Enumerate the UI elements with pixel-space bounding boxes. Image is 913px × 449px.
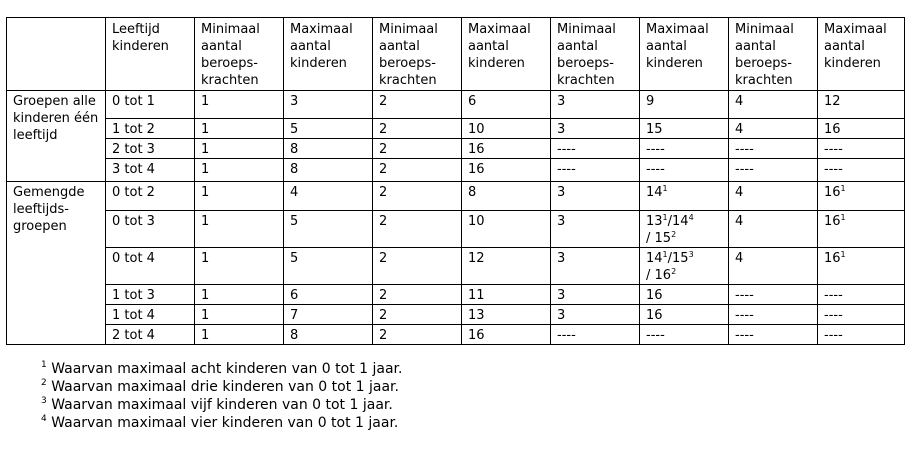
- table-cell: 2: [373, 91, 462, 119]
- header-cell: Maximaal aantal kinderen: [818, 18, 905, 91]
- table-cell: 7: [284, 305, 373, 325]
- header-cell: Maximaal aantal kinderen: [284, 18, 373, 91]
- table-cell: 10: [462, 119, 551, 139]
- table-cell: 4: [729, 248, 818, 285]
- table-cell: 3: [551, 182, 640, 211]
- footnote: [41, 360, 402, 378]
- table-cell: ----: [551, 139, 640, 159]
- table-cell: 2: [373, 285, 462, 305]
- age-cell: 1 tot 3: [106, 285, 195, 305]
- footnote-ref: 4: [688, 213, 694, 222]
- table-cell: 2: [373, 211, 462, 248]
- table-cell: 2: [373, 305, 462, 325]
- staffing-ratio-table: [6, 17, 905, 345]
- table-cell: 11: [462, 285, 551, 305]
- footnote-text: Waarvan maximaal vier kinderen van 0 tot 1 jaar.: [51, 415, 399, 431]
- table-cell: 3: [284, 91, 373, 119]
- footnote-ref: 1: [840, 184, 846, 193]
- table-row: [7, 159, 905, 182]
- table-cell: 1: [195, 248, 284, 285]
- footnote: [41, 396, 402, 414]
- header-cell: Minimaal aantal beroeps-krachten: [729, 18, 818, 91]
- table-row: [7, 285, 905, 305]
- table-row: [7, 91, 905, 119]
- table-cell: 4: [729, 182, 818, 211]
- footnote: [41, 414, 402, 432]
- header-cell: Maximaal aantal kinderen: [640, 18, 729, 91]
- table-cell: 9: [640, 91, 729, 119]
- footnote-ref: 2: [671, 267, 677, 276]
- table-cell: ----: [640, 325, 729, 345]
- footnote-number: 2: [41, 378, 47, 388]
- table-cell: ----: [818, 139, 905, 159]
- table-cell: 2: [373, 182, 462, 211]
- table-cell: 3: [551, 248, 640, 285]
- table-cell: 1: [195, 91, 284, 119]
- table-cell: 13: [462, 305, 551, 325]
- age-cell: 3 tot 4: [106, 159, 195, 182]
- table-cell: 16: [640, 305, 729, 325]
- table-cell: 12: [462, 248, 551, 285]
- age-cell: 1 tot 2: [106, 119, 195, 139]
- table-cell: 2: [373, 248, 462, 285]
- header-cell: Minimaal aantal beroeps-krachten: [551, 18, 640, 91]
- table-row: [7, 182, 905, 211]
- table-row: [7, 305, 905, 325]
- age-cell: 0 tot 1: [106, 91, 195, 119]
- table-row: [7, 119, 905, 139]
- footnote: [41, 378, 402, 396]
- table-cell: 10: [462, 211, 551, 248]
- table-cell: ----: [818, 285, 905, 305]
- table-cell: 5: [284, 119, 373, 139]
- table-cell: $16^1$: [818, 211, 905, 248]
- table-cell: 12: [818, 91, 905, 119]
- age-cell: 2 tot 4: [106, 325, 195, 345]
- table-cell: 4: [729, 119, 818, 139]
- header-cell: Minimaal aantal beroeps-krachten: [195, 18, 284, 91]
- table-cell: 16: [640, 285, 729, 305]
- table-cell: ----: [818, 325, 905, 345]
- footnote-ref: 1: [662, 184, 668, 193]
- table-row: [7, 325, 905, 345]
- table-cell: 8: [284, 159, 373, 182]
- header-cell: Minimaal aantal beroeps-krachten: [373, 18, 462, 91]
- footnote-text: Waarvan maximaal acht kinderen van 0 tot 1 jaar.: [51, 361, 403, 377]
- table-cell: ----: [818, 305, 905, 325]
- table-cell: 1: [195, 305, 284, 325]
- table-cell: 1: [195, 119, 284, 139]
- table-cell: 6: [462, 91, 551, 119]
- footnote-ref: 2: [671, 230, 677, 239]
- age-cell: 2 tot 3: [106, 139, 195, 159]
- table-cell: $14^1$: [640, 182, 729, 211]
- age-cell: 1 tot 4: [106, 305, 195, 325]
- footnotes: [41, 360, 402, 432]
- table-cell: 4: [284, 182, 373, 211]
- header-cell: [7, 18, 106, 91]
- table-row: [7, 248, 905, 285]
- table-cell: 1: [195, 325, 284, 345]
- table-cell: 2: [373, 139, 462, 159]
- footnote-number: 1: [41, 360, 47, 370]
- table-cell: $16^1$: [818, 248, 905, 285]
- table-cell: 4: [729, 91, 818, 119]
- footnote-text: Waarvan maximaal vijf kinderen van 0 tot 1 jaar.: [51, 397, 393, 413]
- table-cell: 16: [462, 325, 551, 345]
- table-cell: 8: [284, 325, 373, 345]
- table-cell: ----: [729, 159, 818, 182]
- table-cell: $16^1$: [818, 182, 905, 211]
- table-cell: ----: [729, 139, 818, 159]
- table-cell: 1: [195, 285, 284, 305]
- footnote-ref: 1: [662, 250, 668, 259]
- table-cell: 2: [373, 325, 462, 345]
- group-label-mixed-age: Gemengde leeftijds-groepen: [7, 182, 106, 345]
- footnote-ref: 1: [840, 213, 846, 222]
- table-cell: 3: [551, 211, 640, 248]
- header-cell: Maximaal aantal kinderen: [462, 18, 551, 91]
- table-cell: 1: [195, 211, 284, 248]
- table-cell: ----: [551, 159, 640, 182]
- footnote-ref: 3: [688, 250, 694, 259]
- table-cell: ----: [640, 159, 729, 182]
- table-cell: 16: [818, 119, 905, 139]
- table-cell: ----: [729, 325, 818, 345]
- header-cell: Leeftijd kinderen: [106, 18, 195, 91]
- table-cell: 3: [551, 305, 640, 325]
- table-cell: 5: [284, 248, 373, 285]
- footnote-number: 4: [41, 414, 47, 424]
- header-row: [7, 18, 905, 91]
- table-cell: 16: [462, 159, 551, 182]
- table-cell: 2: [373, 159, 462, 182]
- table-cell: 6: [284, 285, 373, 305]
- table-row: [7, 139, 905, 159]
- age-cell: 0 tot 3: [106, 211, 195, 248]
- age-cell: 0 tot 4: [106, 248, 195, 285]
- table-cell: ----: [818, 159, 905, 182]
- footnote-ref: 1: [840, 250, 846, 259]
- table-cell: 15: [640, 119, 729, 139]
- table-cell: $13^1/14^4$ / $15^2$: [640, 211, 729, 248]
- footnote-ref: 1: [662, 213, 668, 222]
- table-cell: ----: [729, 305, 818, 325]
- table-cell: 8: [284, 139, 373, 159]
- footnote-number: 3: [41, 396, 47, 406]
- table-cell: ----: [729, 285, 818, 305]
- table-cell: 1: [195, 159, 284, 182]
- table-cell: 3: [551, 285, 640, 305]
- table-cell: 8: [462, 182, 551, 211]
- table-row: [7, 211, 905, 248]
- table-cell: 4: [729, 211, 818, 248]
- group-label-single-age: Groepen alle kinderen één leeftijd: [7, 91, 106, 182]
- table-cell: ----: [640, 139, 729, 159]
- table-cell: 1: [195, 139, 284, 159]
- table-cell: 1: [195, 182, 284, 211]
- table-cell: ----: [551, 325, 640, 345]
- table-cell: 5: [284, 211, 373, 248]
- age-cell: 0 tot 2: [106, 182, 195, 211]
- table-cell: 3: [551, 119, 640, 139]
- table-cell: 16: [462, 139, 551, 159]
- table-cell: $14^1/15^3$ / $16^2$: [640, 248, 729, 285]
- footnote-text: Waarvan maximaal drie kinderen van 0 tot 1 jaar.: [51, 379, 399, 395]
- table-cell: 3: [551, 91, 640, 119]
- table-cell: 2: [373, 119, 462, 139]
